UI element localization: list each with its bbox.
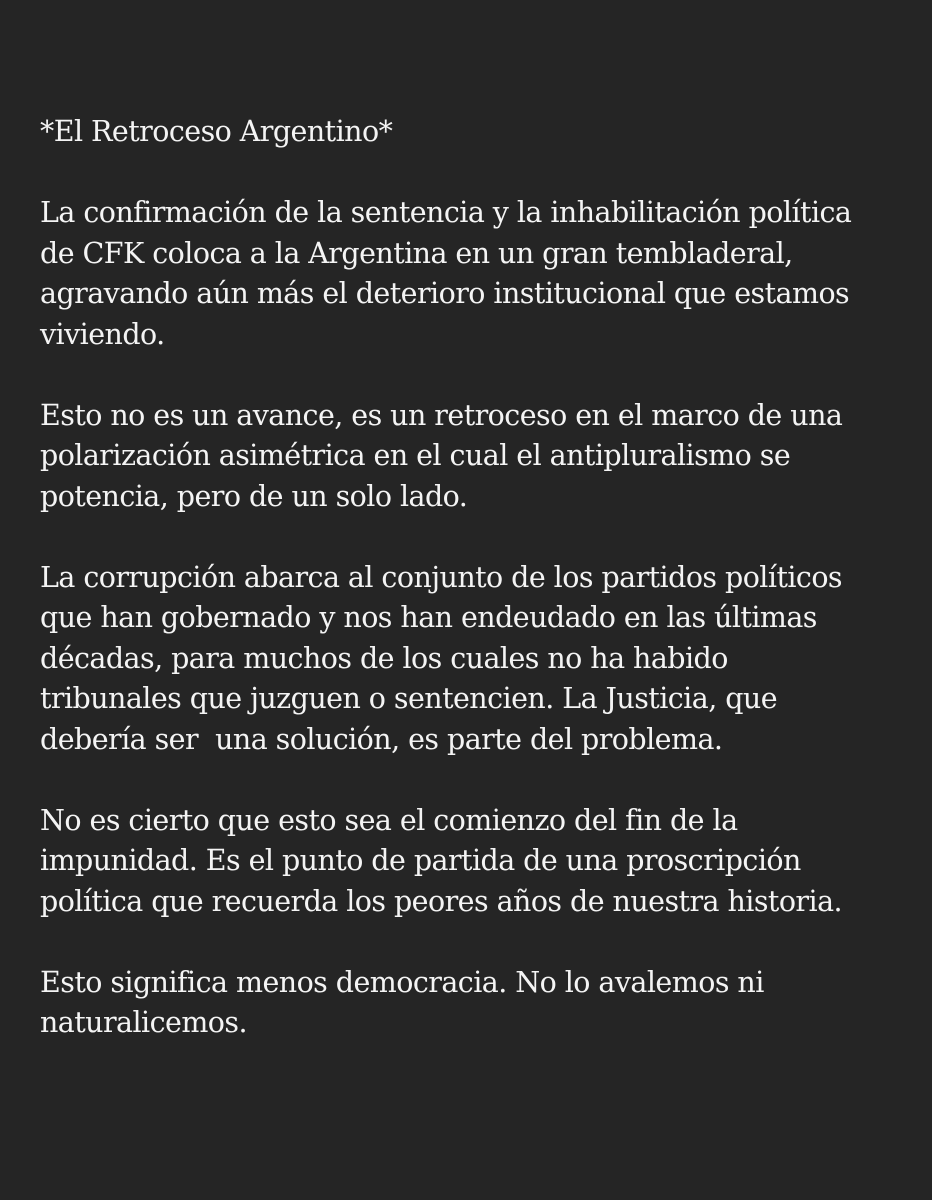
paragraph-line: naturalicemos. bbox=[40, 1006, 247, 1039]
paragraph-5 bbox=[40, 963, 910, 1044]
paragraph-line: La corrupción abarca al conjunto de los partidos políticos bbox=[40, 560, 843, 594]
document-title bbox=[40, 112, 910, 153]
paragraph-line: política que recuerda los peores años de nuestra historia. bbox=[40, 884, 843, 918]
paragraph-line: agravando aún más el deterioro institucional que estamos bbox=[40, 277, 850, 310]
paragraph-2 bbox=[40, 396, 910, 518]
paragraph-line: No es cierto que esto sea el comienzo del fin de la bbox=[40, 803, 738, 837]
paragraph-line: tribunales que juzguen o sentencien. La Justicia, que bbox=[40, 682, 778, 715]
paragraph-line: potencia, pero de un solo lado. bbox=[40, 479, 468, 513]
paragraph-line: décadas, para muchos de los cuales no ha habido bbox=[40, 641, 728, 675]
paragraph-line: La confirmación de la sentencia y la inhabilitación política bbox=[40, 196, 852, 229]
paragraph-line: debería ser una solución, es parte del problema. bbox=[40, 722, 723, 756]
title-text: *El Retroceso Argentino* bbox=[40, 115, 393, 148]
paragraph-line: Esto no es un avance, es un retroceso en el marco de una bbox=[40, 398, 843, 432]
paragraph-4 bbox=[40, 801, 910, 923]
paragraph-line: que han gobernado y nos han endeudado en las últimas bbox=[40, 601, 817, 634]
paragraph-line: polarización asimétrica en el cual el antipluralismo se bbox=[40, 439, 791, 472]
paragraph-line: de CFK coloca a la Argentina en un gran tembladeral, bbox=[40, 236, 793, 270]
paragraph-line: Esto significa menos democracia. No lo avalemos ni bbox=[40, 965, 764, 999]
document-body bbox=[40, 112, 910, 1084]
paragraph-1 bbox=[40, 193, 910, 355]
paragraph-line: impunidad. Es el punto de partida de una proscripción bbox=[40, 844, 801, 877]
paragraph-3 bbox=[40, 558, 910, 761]
paragraph-line: viviendo. bbox=[40, 317, 165, 351]
